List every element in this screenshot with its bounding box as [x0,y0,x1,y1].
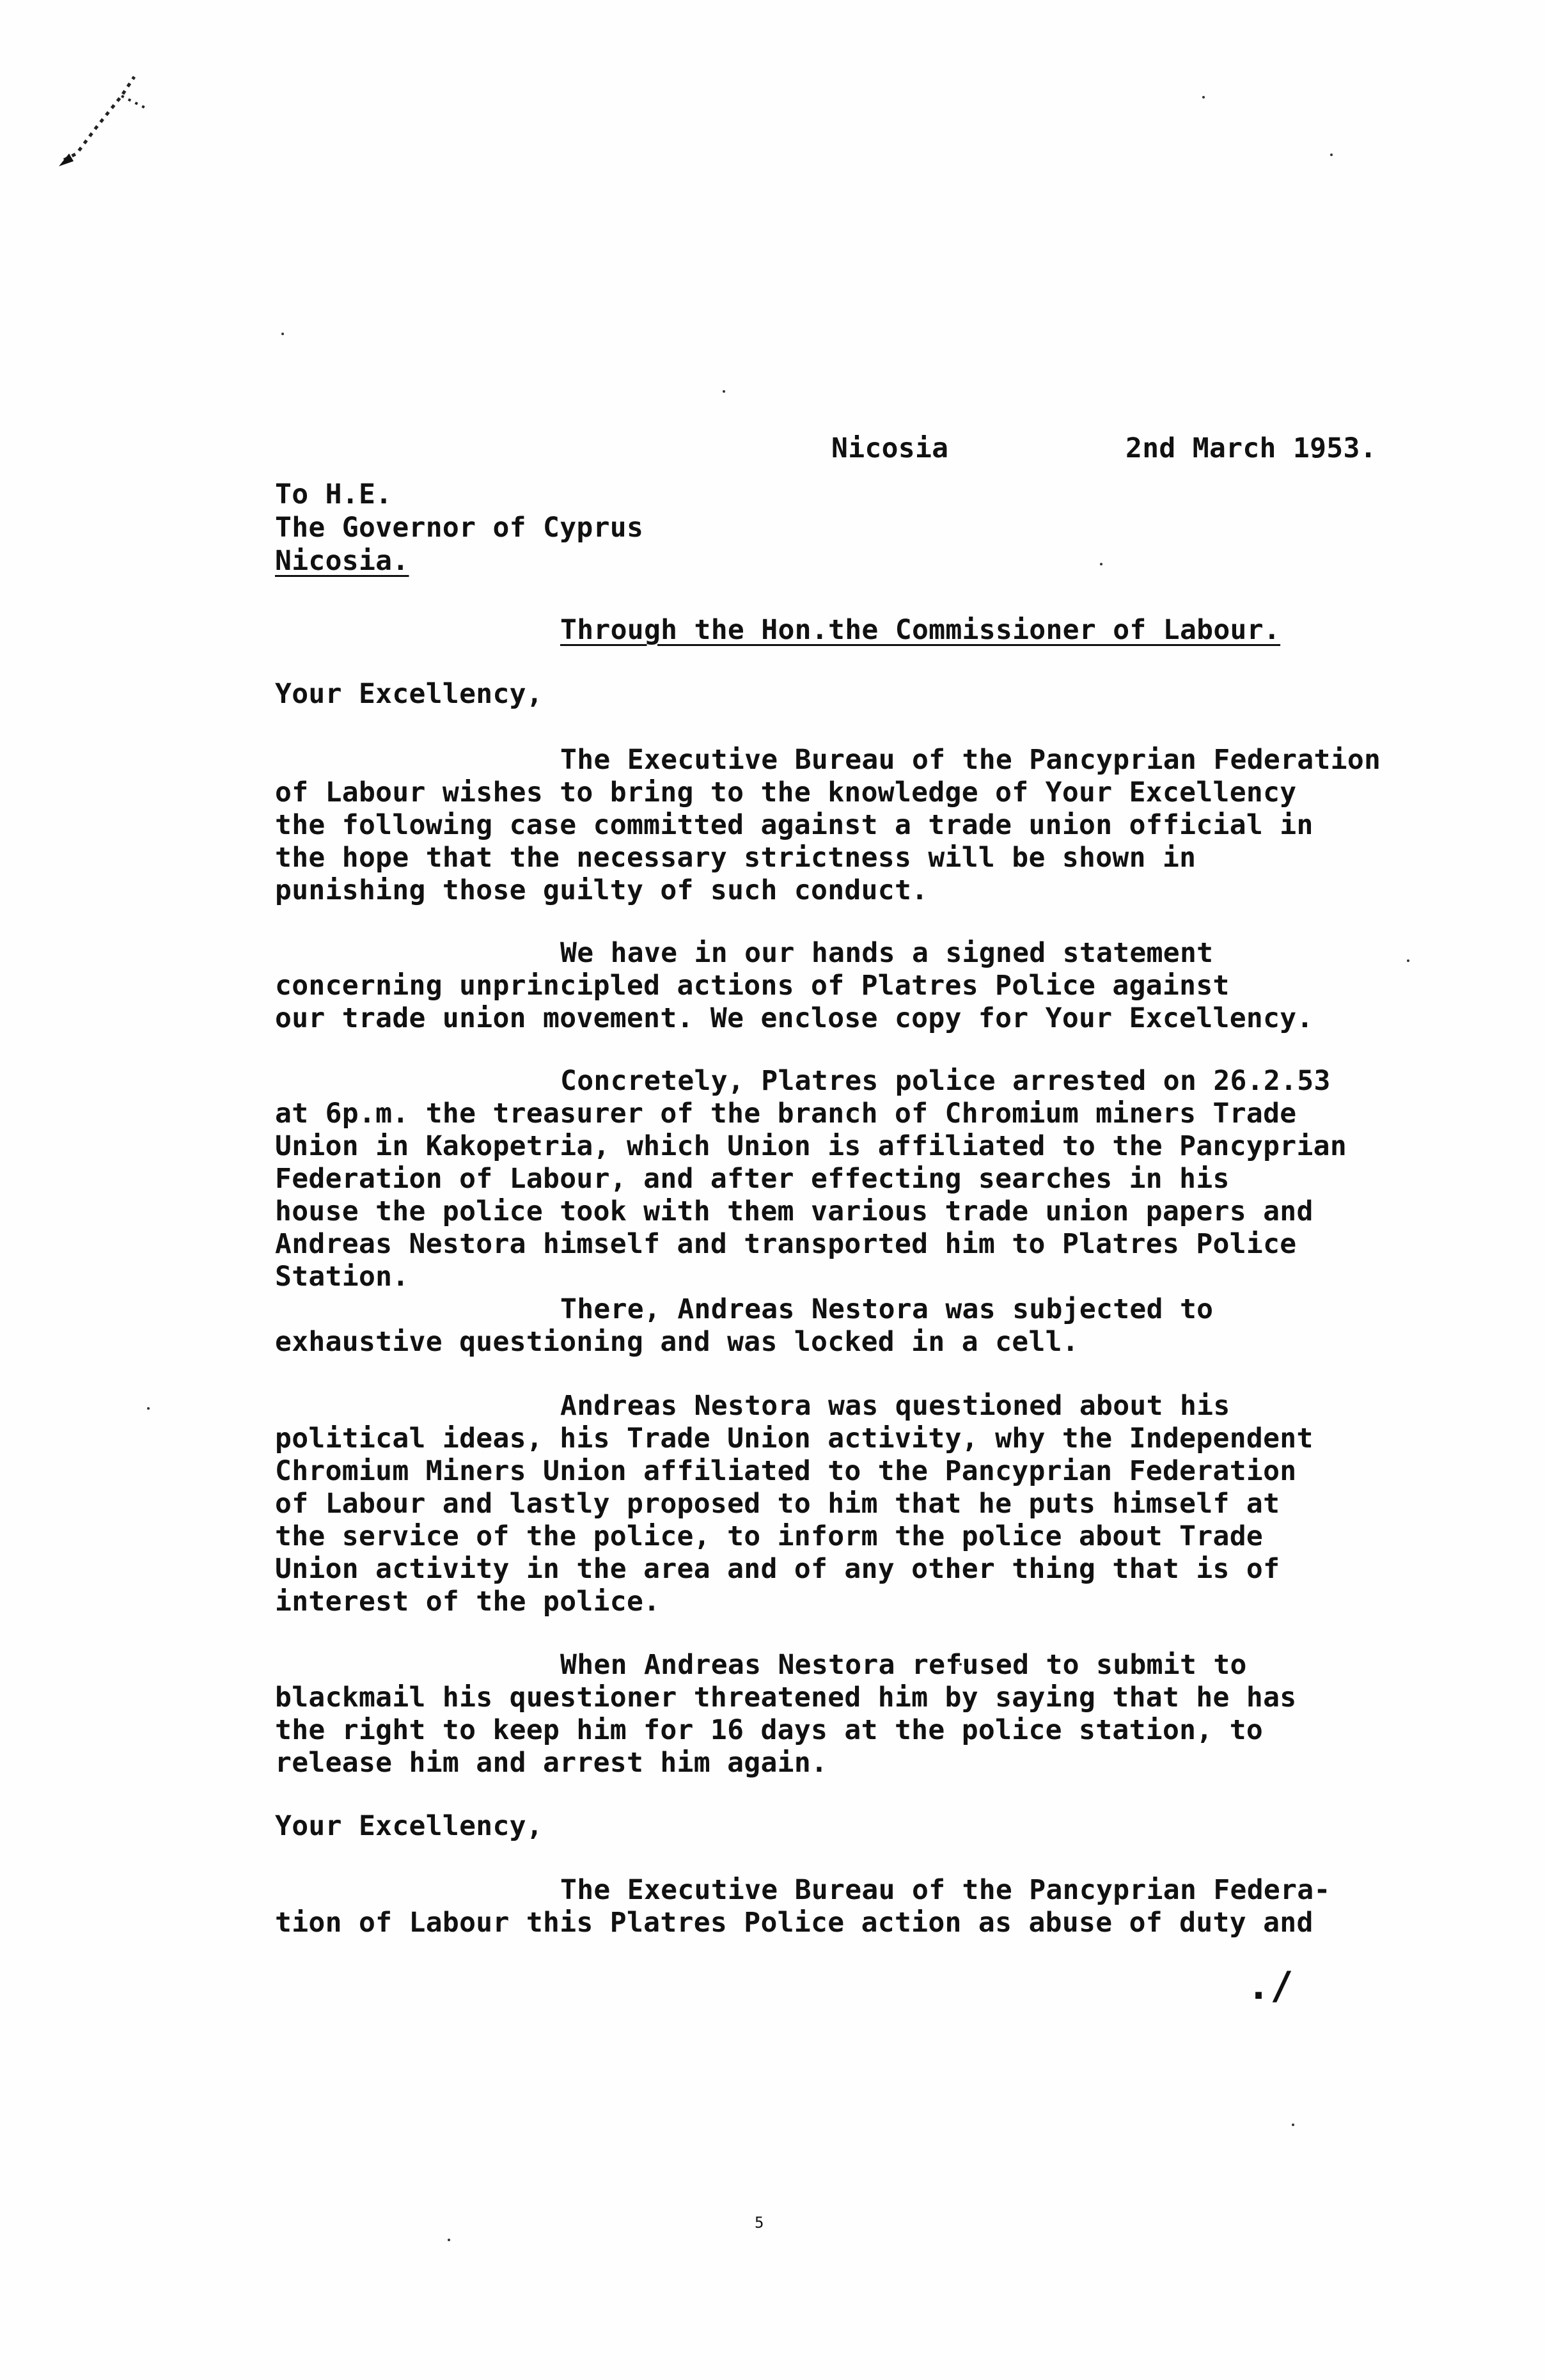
paragraph-5-line-4: of Labour and lastly proposed to him that he puts himself at [275,1488,1280,1520]
paragraph-2-line-2: concerning unprincipled actions of Platres Police against [275,970,1230,1002]
speck [147,1407,150,1410]
paragraph-5-line-7: interest of the police. [275,1586,661,1618]
paragraph-1-line-3: the following case committed against a trade union official in [275,809,1314,841]
paragraph-3-line-6: Andreas Nestora himself and transported him to Platres Police [275,1228,1297,1260]
paragraph-1-line-5: punishing those guilty of such conduct. [275,874,929,906]
speck [1292,2124,1294,2126]
through-line: Through the Hon.the Commissioner of Labour. [560,614,1281,646]
speck [281,333,284,335]
letter-date: 2nd March 1953. [1125,432,1377,464]
handwritten-mark [38,58,166,173]
paragraph-3-line-4: Federation of Labour, and after effecting searches in his [275,1163,1230,1195]
paragraph-2-line-1: We have in our hands a signed statement [560,937,1214,969]
paragraph-1-line-1: The Executive Bureau of the Pancyprian Federation [560,744,1381,776]
paragraph-3-line-2: at 6p.m. the treasurer of the branch of Chromium miners Trade [275,1098,1297,1130]
paragraph-5-line-5: the service of the police, to inform the police about Trade [275,1520,1264,1552]
salutation-2: Your Excellency, [275,1810,544,1842]
paragraph-3-line-3: Union in Kakopetria, which Union is affiliated to the Pancyprian [275,1130,1347,1162]
paragraph-7-line-2: tion of Labour this Platres Police action as abuse of duty and [275,1907,1314,1939]
speck [1407,959,1409,962]
paragraph-5-line-2: political ideas, his Trade Union activity, why the Independent [275,1422,1314,1454]
letter-place: Nicosia [831,432,949,464]
paragraph-2-line-3: our trade union movement. We enclose copy for Your Excellency. [275,1002,1314,1034]
paragraph-1-line-2: of Labour wishes to bring to the knowledge of Your Excellency [275,776,1297,808]
paragraph-6-line-4: release him and arrest him again. [275,1747,828,1779]
page-mark: 5 [755,2214,764,2232]
paragraph-4-line-2: exhaustive questioning and was locked in a cell. [275,1326,1079,1358]
paragraph-7-line-1: The Executive Bureau of the Pancyprian Federa- [560,1874,1331,1906]
paragraph-5-line-6: Union activity in the area and of any other thing that is of [275,1553,1280,1585]
paragraph-3-line-1: Concretely, Platres police arrested on 26.2.53 [560,1065,1331,1097]
speck [1202,96,1205,99]
paragraph-5-line-1: Andreas Nestora was questioned about his [560,1390,1230,1422]
address-line-2: The Governor of Cyprus [275,512,644,544]
paragraph-3-line-5: house the police took with them various trade union papers and [275,1195,1314,1227]
paragraph-4-line-1: There, Andreas Nestora was subjected to [560,1293,1214,1325]
address-line-1: To H.E. [275,478,393,510]
paragraph-6-line-3: the right to keep him for 16 days at the police station, to [275,1714,1264,1746]
paragraph-6-line-1: When Andreas Nestora refused to submit to [560,1649,1247,1681]
paragraph-1-line-4: the hope that the necessary strictness will be shown in [275,842,1196,874]
salutation: Your Excellency, [275,678,544,710]
continuation-mark: ./ [1247,1964,1294,2008]
speck [1330,154,1333,156]
address-line-3: Nicosia. [275,545,409,577]
speck [448,2239,450,2241]
paragraph-6-line-2: blackmail his questioner threatened him by saying that he has [275,1682,1297,1714]
paragraph-5-line-3: Chromium Miners Union affiliated to the Pancyprian Federation [275,1455,1297,1487]
speck [1100,563,1102,565]
paragraph-3-line-7: Station. [275,1261,409,1293]
speck [723,390,725,393]
